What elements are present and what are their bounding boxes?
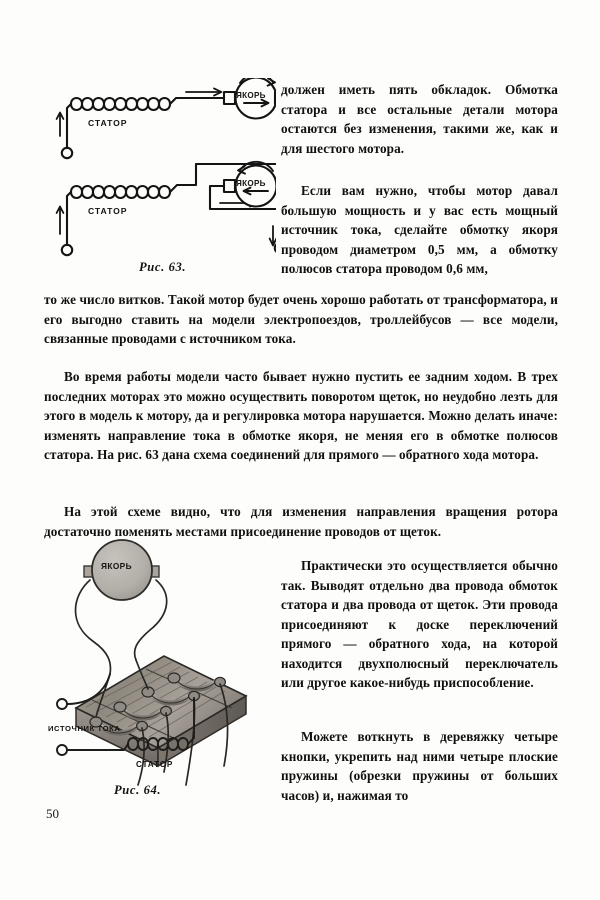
- paragraph-right-2: Практически это осуществляется обычно так. Выводят отдельно два провода обмоток статора и два провода от щеток. Эти провода присоединяют к доске переключений прямого — обратного хода, на которой находится двухполюсный переключатель или другое какое-нибудь приспособление.: [281, 558, 558, 690]
- paragraph-full-2: Во время работы модели часто бывает нужно пустить ее задним ходом. В трех последних моторах это можно осуществить поворотом щеток, но неудобно лезть для этого в модель к мотору, да и регулировка мотора нарушается. Можно делать иначе: изменять направление тока в обмотке якоря, не меняя его в обмотке полюсов статора. На рис. 63 дана схема соединений для прямого — обратного хода мотора.: [44, 369, 558, 462]
- paragraph-full-3: На этой схеме видно, что для изменения направления вращения ротора достаточно поменять местами присоединение проводов от щеток.: [44, 504, 558, 539]
- paragraph-if-right: Если вам нужно, чтобы мотор давал большую мощность и у вас есть мощный источник тока, сделайте обмотку якоря проводом диаметром 0,5 мм, а обмотку полюсов статора проводом 0,6 мм,: [281, 183, 558, 276]
- paragraph-right-3: Можете воткнуть в деревяжку четыре кнопки, укрепить над ними четыре плоские пружины (обрезки пружины от больших часов) и, нажимая то: [281, 729, 558, 803]
- fig63-stator-label-bottom: СТАТОР: [88, 206, 128, 216]
- fig63-stator-label-top: СТАТОР: [88, 118, 128, 128]
- figure-64-illustration: [46, 538, 266, 786]
- fig64-armature-label: ЯКОРЬ: [101, 561, 132, 571]
- figure-63: [44, 78, 276, 258]
- figure-64: [46, 538, 266, 783]
- figure-63-schematic-bottom: [44, 78, 276, 260]
- page-number: 50: [46, 806, 59, 821]
- fig64-stator-label: СТАТОР: [136, 760, 174, 769]
- figure-64-caption: Рис. 64.: [114, 783, 162, 797]
- fig64-current-source-label: ИСТОЧНИК ТОКА: [48, 724, 121, 733]
- paragraph-top-right: должен иметь пять обкладок. Обмотка статора и все остальные детали мотора остаются без изменения, такими же, как и для шестого мотора.: [281, 82, 558, 156]
- paragraph-full-1: то же число витков. Такой мотор будет очень хорошо работать от трансформатора, и его выгодно ставить на модели электропоездов, троллейбусов — все модели, связанные проводами с источником тока.: [44, 292, 558, 346]
- figure-63-caption: Рис. 63.: [139, 260, 187, 274]
- fig63-armature-label-top: ЯКОРЬ: [236, 91, 266, 100]
- fig63-armature-label-bottom: ЯКОРЬ: [236, 179, 266, 188]
